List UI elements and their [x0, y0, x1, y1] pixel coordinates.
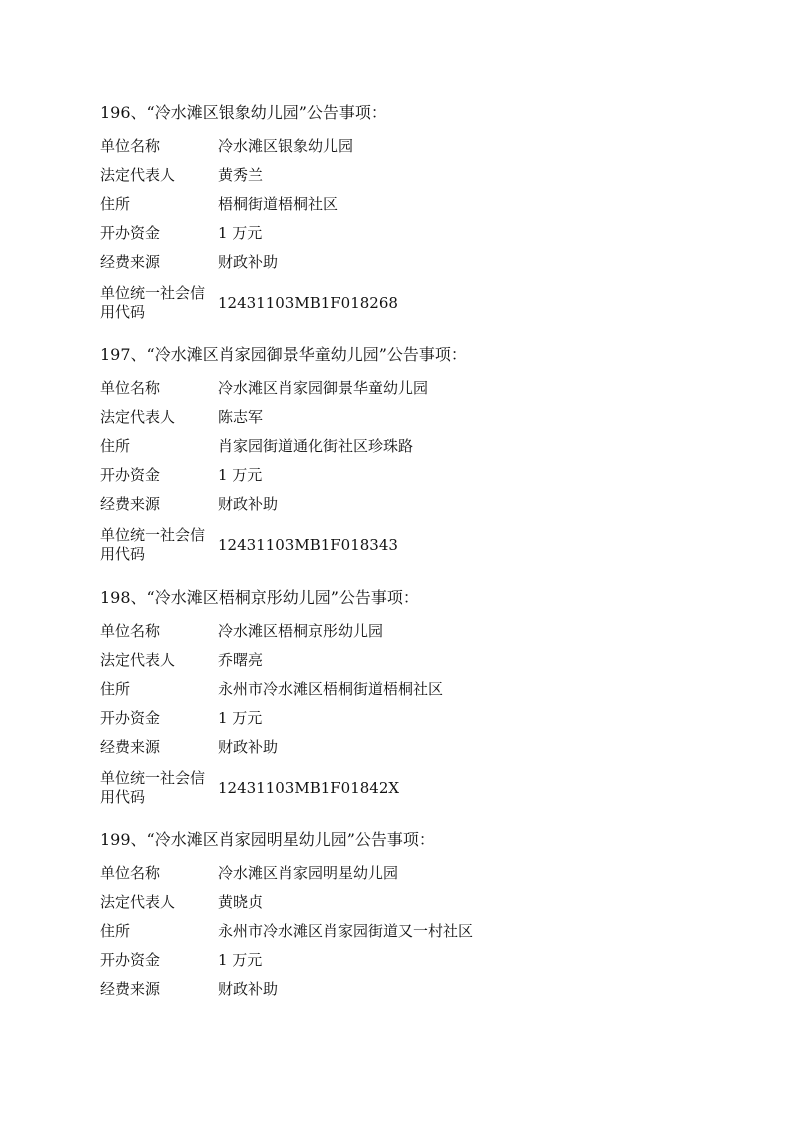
row-legal-rep — [100, 888, 700, 917]
row-legal-rep — [100, 646, 700, 675]
row-unit-name — [100, 859, 700, 888]
section-heading: 197、“冷水滩区肖家园御景华童幼儿园”公告事项： — [100, 345, 467, 364]
field-value: 12431103MB1F018268 — [218, 293, 398, 312]
row-capital — [100, 219, 700, 248]
field-label: 住所 — [100, 195, 131, 213]
row-unit-name — [100, 132, 700, 161]
field-label: 住所 — [100, 680, 131, 698]
notice-section-199 — [100, 830, 700, 1004]
row-legal-rep — [100, 161, 700, 190]
field-value: 1 万元 — [218, 951, 263, 969]
section-heading: 198、“冷水滩区梧桐京彤幼儿园”公告事项： — [100, 588, 419, 607]
row-capital — [100, 461, 700, 490]
field-value: 1 万元 — [218, 466, 263, 484]
field-label: 经费来源 — [100, 738, 161, 756]
field-value: 陈志军 — [218, 408, 264, 426]
field-label: 开办资金 — [100, 709, 161, 727]
row-legal-rep — [100, 403, 700, 432]
row-funding-source — [100, 490, 700, 519]
row-credit-code — [100, 764, 700, 812]
field-value: 财政补助 — [218, 495, 279, 513]
field-value: 永州市冷水滩区梧桐街道梧桐社区 — [218, 680, 444, 698]
field-label: 开办资金 — [100, 224, 161, 242]
field-label: 法定代表人 — [100, 408, 176, 426]
field-value: 财政补助 — [218, 253, 279, 271]
field-label: 单位统一社会信用代码 — [100, 526, 206, 563]
field-value: 冷水滩区肖家园明星幼儿园 — [218, 864, 399, 882]
field-label: 住所 — [100, 922, 131, 940]
field-label: 开办资金 — [100, 951, 161, 969]
field-label: 单位名称 — [100, 379, 161, 397]
field-value: 12431103MB1F018343 — [218, 535, 398, 554]
field-value: 1 万元 — [218, 224, 263, 242]
field-value: 冷水滩区银象幼儿园 — [218, 137, 354, 155]
field-label: 住所 — [100, 437, 131, 455]
field-value: 肖家园街道通化街社区珍珠路 — [218, 437, 414, 455]
field-value: 冷水滩区肖家园御景华童幼儿园 — [218, 379, 429, 397]
row-unit-name — [100, 374, 700, 403]
notice-section-198 — [100, 588, 700, 812]
section-heading: 199、“冷水滩区肖家园明星幼儿园”公告事项： — [100, 830, 435, 849]
field-value: 黄晓贞 — [218, 893, 264, 911]
notice-section-197 — [100, 345, 700, 569]
row-funding-source — [100, 733, 700, 762]
field-value: 永州市冷水滩区肖家园街道又一村社区 — [218, 922, 474, 940]
field-label: 单位统一社会信用代码 — [100, 284, 206, 321]
field-label: 法定代表人 — [100, 651, 176, 669]
row-credit-code — [100, 521, 700, 569]
row-funding-source — [100, 248, 700, 277]
section-heading: 196、“冷水滩区银象幼儿园”公告事项： — [100, 103, 387, 122]
field-label: 法定代表人 — [100, 893, 176, 911]
row-funding-source — [100, 975, 700, 1004]
field-label: 单位名称 — [100, 622, 161, 640]
field-value: 财政补助 — [218, 980, 279, 998]
field-label: 单位名称 — [100, 137, 161, 155]
row-address — [100, 190, 700, 219]
field-label: 法定代表人 — [100, 166, 176, 184]
row-address — [100, 675, 700, 704]
notice-section-196 — [100, 103, 700, 327]
row-address — [100, 432, 700, 461]
row-credit-code — [100, 279, 700, 327]
field-label: 单位统一社会信用代码 — [100, 769, 206, 806]
row-unit-name — [100, 617, 700, 646]
row-capital — [100, 946, 700, 975]
field-value: 冷水滩区梧桐京彤幼儿园 — [218, 622, 384, 640]
field-label: 经费来源 — [100, 495, 161, 513]
field-label: 经费来源 — [100, 253, 161, 271]
field-label: 单位名称 — [100, 864, 161, 882]
field-value: 1 万元 — [218, 709, 263, 727]
field-value: 梧桐街道梧桐社区 — [218, 195, 339, 213]
row-address — [100, 917, 700, 946]
field-value: 黄秀兰 — [218, 166, 264, 184]
field-label: 开办资金 — [100, 466, 161, 484]
row-capital — [100, 704, 700, 733]
field-value: 乔曙亮 — [218, 651, 264, 669]
field-value: 12431103MB1F01842X — [218, 778, 400, 797]
field-label: 经费来源 — [100, 980, 161, 998]
field-value: 财政补助 — [218, 738, 279, 756]
